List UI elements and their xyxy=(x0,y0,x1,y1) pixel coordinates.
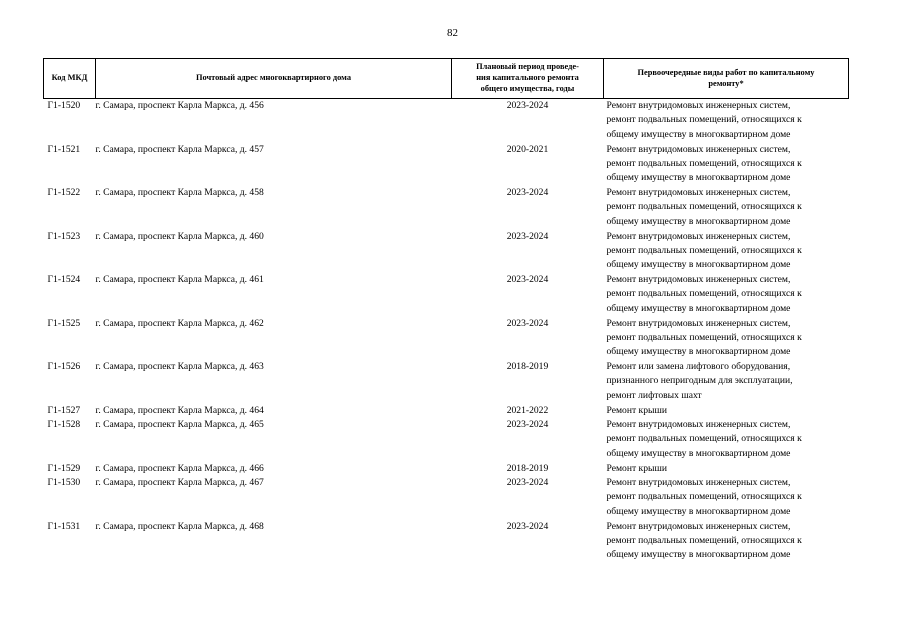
header-works-line: Первоочередные виды работ по капитальному xyxy=(637,67,815,77)
work-line: ремонт подвальных помещений, относящихся к xyxy=(606,331,802,343)
work-line: ремонт лифтовых шахт xyxy=(606,389,702,401)
row-code: Г1-1530 xyxy=(47,477,81,488)
row-works xyxy=(604,143,849,187)
work-line: Ремонт внутридомовых инженерных систем, xyxy=(606,419,791,430)
row-code: Г1-1526 xyxy=(47,361,81,372)
table-row xyxy=(44,273,849,317)
row-works xyxy=(604,360,849,404)
row-code: Г1-1529 xyxy=(47,462,81,474)
row-period: 2021-2022 xyxy=(506,404,549,416)
table-row xyxy=(44,230,849,274)
work-line: общему имуществу в многоквартирном доме xyxy=(606,346,791,358)
table-body xyxy=(44,99,849,564)
row-code: Г1-1520 xyxy=(47,100,81,111)
work-line: Ремонт внутридомовых инженерных систем, xyxy=(606,317,791,329)
row-works xyxy=(604,418,849,462)
row-address: г. Самара, проспект Карла Маркса, д. 460 xyxy=(95,230,264,242)
row-code: Г1-1525 xyxy=(47,317,81,329)
row-period: 2023-2024 xyxy=(506,419,549,430)
work-line: ремонт подвальных помещений, относящихся к xyxy=(606,201,802,213)
work-line: общему имуществу в многоквартирном доме xyxy=(606,172,791,184)
row-period: 2023-2024 xyxy=(506,317,549,329)
row-period: 2023-2024 xyxy=(506,187,549,198)
row-address: г. Самара, проспект Карла Маркса, д. 457 xyxy=(95,143,264,155)
work-line: ремонт подвальных помещений, относящихся к xyxy=(606,157,802,169)
row-period: 2023-2024 xyxy=(506,274,549,285)
work-line: признанного непригодным для эксплуатации, xyxy=(606,375,793,387)
row-period: 2018-2019 xyxy=(506,361,549,372)
row-works xyxy=(604,273,849,317)
work-line: Ремонт внутридомовых инженерных систем, xyxy=(606,520,791,532)
work-line: Ремонт или замена лифтового оборудования, xyxy=(606,361,791,372)
work-line: ремонт подвальных помещений, относящихся к xyxy=(606,433,802,445)
row-address: г. Самара, проспект Карла Маркса, д. 461 xyxy=(95,274,264,285)
row-period: 2023-2024 xyxy=(506,230,549,242)
header-period-line: Плановый период проведе- xyxy=(476,62,579,72)
work-line: Ремонт крыши xyxy=(606,462,667,474)
work-line: Ремонт внутридомовых инженерных систем, xyxy=(606,187,791,198)
work-line: Ремонт внутридомовых инженерных систем, xyxy=(606,230,791,242)
row-code: Г1-1527 xyxy=(47,404,81,416)
row-period: 2023-2024 xyxy=(506,477,549,488)
table-row xyxy=(44,99,849,143)
work-line: общему имуществу в многоквартирном доме xyxy=(606,447,791,459)
row-address: г. Самара, проспект Карла Маркса, д. 462 xyxy=(95,317,264,329)
header-works xyxy=(604,59,849,99)
row-address: г. Самара, проспект Карла Маркса, д. 463 xyxy=(95,361,264,372)
row-address: г. Самара, проспект Карла Маркса, д. 464 xyxy=(95,404,264,416)
table-header-row xyxy=(44,59,849,99)
table-row xyxy=(44,476,849,520)
page-number: 82 xyxy=(447,27,458,39)
work-line: общему имуществу в многоквартирном доме xyxy=(606,215,791,227)
work-line: общему имуществу в многоквартирном доме xyxy=(606,302,791,314)
header-code: Код МКД xyxy=(44,59,96,99)
header-period-line: общего имущества, годы xyxy=(480,83,575,93)
row-code: Г1-1521 xyxy=(47,143,81,155)
table-row xyxy=(44,520,849,564)
row-code: Г1-1522 xyxy=(47,187,81,198)
row-works xyxy=(604,476,849,520)
row-works xyxy=(604,317,849,361)
capital-repair-table xyxy=(43,58,849,563)
work-line: ремонт подвальных помещений, относящихся к xyxy=(606,534,802,546)
header-period xyxy=(452,59,604,99)
work-line: Ремонт крыши xyxy=(606,404,667,416)
row-code: Г1-1523 xyxy=(47,230,81,242)
row-address: г. Самара, проспект Карла Маркса, д. 458 xyxy=(95,187,264,198)
row-period: 2023-2024 xyxy=(506,520,549,532)
row-period: 2023-2024 xyxy=(506,100,549,111)
work-line: ремонт подвальных помещений, относящихся к xyxy=(606,288,802,300)
row-period: 2020-2021 xyxy=(506,143,549,155)
row-code: Г1-1528 xyxy=(47,419,81,430)
table-row xyxy=(44,143,849,187)
row-works xyxy=(604,186,849,230)
row-code: Г1-1531 xyxy=(47,520,81,532)
row-address: г. Самара, проспект Карла Маркса, д. 456 xyxy=(95,100,264,111)
header-period-line: ния капитального ремонта xyxy=(476,73,579,83)
row-works xyxy=(604,462,849,477)
work-line: Ремонт внутридомовых инженерных систем, xyxy=(606,274,791,285)
work-line: Ремонт внутридомовых инженерных систем, xyxy=(606,143,791,155)
row-address: г. Самара, проспект Карла Маркса, д. 465 xyxy=(95,419,264,430)
row-address: г. Самара, проспект Карла Маркса, д. 467 xyxy=(95,477,264,488)
row-code: Г1-1524 xyxy=(47,274,81,285)
work-line: общему имуществу в многоквартирном доме xyxy=(606,128,791,140)
table-row xyxy=(44,186,849,230)
work-line: общему имуществу в многоквартирном доме xyxy=(606,549,791,561)
row-period: 2018-2019 xyxy=(506,462,549,474)
work-line: Ремонт внутридомовых инженерных систем, xyxy=(606,100,791,111)
row-address: г. Самара, проспект Карла Маркса, д. 468 xyxy=(95,520,264,532)
work-line: ремонт подвальных помещений, относящихся к xyxy=(606,491,802,503)
header-address: Почтовый адрес многоквартирного дома xyxy=(96,59,452,99)
row-works xyxy=(604,520,849,564)
work-line: ремонт подвальных помещений, относящихся к xyxy=(606,114,802,126)
table-row xyxy=(44,404,849,419)
work-line: Ремонт внутридомовых инженерных систем, xyxy=(606,477,791,488)
table-row xyxy=(44,360,849,404)
header-works-line: ремонту* xyxy=(708,78,744,88)
row-works xyxy=(604,230,849,274)
work-line: общему имуществу в многоквартирном доме xyxy=(606,259,791,271)
table-row xyxy=(44,317,849,361)
work-line: ремонт подвальных помещений, относящихся к xyxy=(606,244,802,256)
table-row xyxy=(44,418,849,462)
row-works xyxy=(604,99,849,143)
row-address: г. Самара, проспект Карла Маркса, д. 466 xyxy=(95,462,264,474)
table-row xyxy=(44,462,849,477)
row-works xyxy=(604,404,849,419)
work-line: общему имуществу в многоквартирном доме xyxy=(606,505,791,517)
